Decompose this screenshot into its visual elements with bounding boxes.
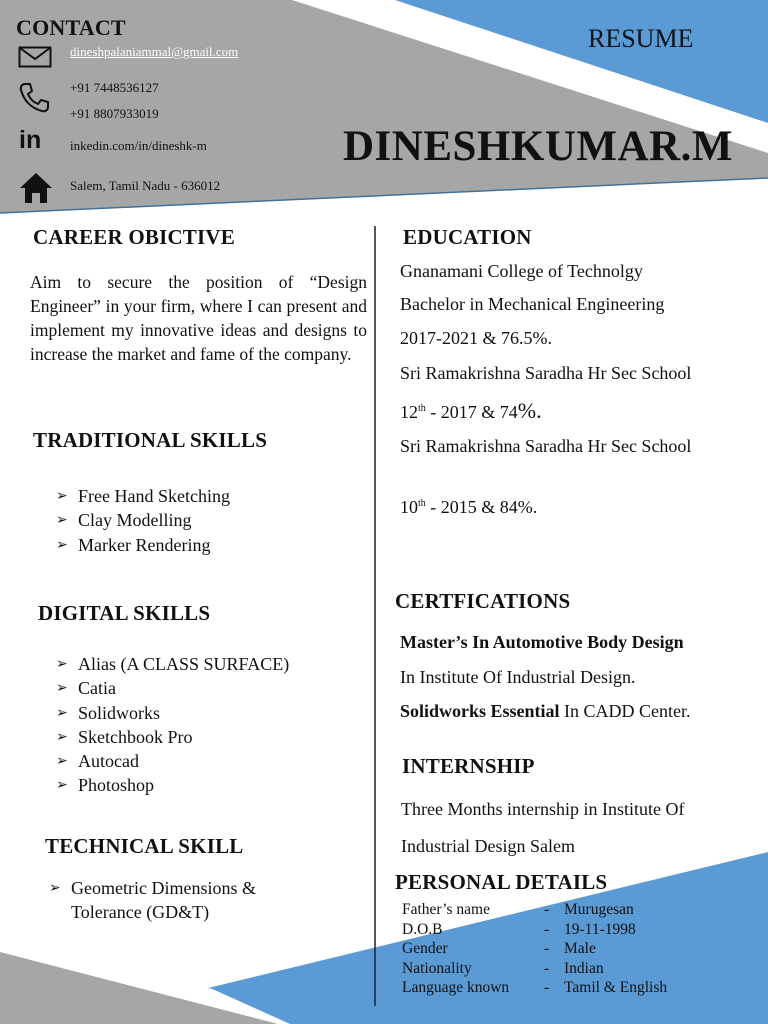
list-item: ➢ Free Hand Sketching [56,484,230,508]
table-row: Language known - Tamil & English [402,979,668,996]
personal-details-table [402,900,667,998]
personal-heading: PERSONAL DETAILS [395,870,608,894]
internship-heading: INTERNSHIP [402,754,535,778]
education-heading: EDUCATION [403,225,532,249]
list-item: ➢ Alias (A CLASS SURFACE) [56,652,289,676]
table-row: Gender - Male [402,940,596,957]
table-row: Father’s name - Murugesan [402,901,634,918]
contact-email[interactable]: dineshpalaniammal@gmail.com [70,44,239,59]
list-item: ➢ Clay Modelling [56,508,230,532]
edu-degree-years: 2017-2021 & 76.5%. [400,328,552,348]
list-item: ➢ Geometric Dimensions & Tolerance (GD&T) [49,876,289,925]
edu-school-2: Sri Ramakrishna Saradha Hr Sec School [400,436,692,456]
list-item: ➢ Catia [56,676,289,700]
home-icon [19,172,53,204]
contact-heading: CONTACT [16,15,126,40]
contact-phone-1[interactable]: +91 7448536127 [70,80,159,95]
internship-line-2: Industrial Design Salem [401,836,575,856]
edu-college: Gnanamani College of Technolgy [400,261,643,281]
phone-icon [18,82,50,114]
linkedin-icon: in [19,126,42,154]
career-text: Aim to secure the position of “Design Engineer” in your firm, where I can present and implement my innovative ideas and designs to increase the market and fame of the company. [30,272,367,364]
cert-2: Solidworks Essential In CADD Center. [400,701,691,721]
internship-line-1: Three Months internship in Institute Of [401,799,685,819]
list-item: ➢ Marker Rendering [56,533,230,557]
mail-icon [18,46,52,68]
digital-heading: DIGITAL SKILLS [38,601,211,625]
digital-list [56,652,289,798]
career-heading: CAREER OBICTIVE [33,225,235,249]
traditional-list [56,484,230,557]
list-item: ➢ Photoshop [56,773,289,797]
contact-phone-2[interactable]: +91 8807933019 [70,106,159,121]
edu-grade-12: 12th - 2017 & 74%. [400,398,542,423]
traditional-heading: TRADITIONAL SKILLS [33,428,268,452]
resume-label: RESUME [588,24,694,53]
contact-linkedin[interactable]: inkedin.com/in/dineshk-m [70,138,207,153]
edu-degree: Bachelor in Mechanical Engineering [400,294,665,314]
edu-grade-10: 10th - 2015 & 84%. [400,497,538,517]
certifications-heading: CERTFICATIONS [395,589,571,613]
list-item: ➢ Sketchbook Pro [56,725,289,749]
list-item: ➢ Solidworks [56,701,289,725]
list-item: ➢ Autocad [56,749,289,773]
cert-1-place: In Institute Of Industrial Design. [400,667,636,687]
contact-address: Salem, Tamil Nadu - 636012 [70,178,221,193]
edu-school-1: Sri Ramakrishna Saradha Hr Sec School [400,363,692,383]
technical-heading: TECHNICAL SKILL [45,834,244,858]
table-row: D.O.B - 19-11-1998 [402,920,636,938]
candidate-name: DINESHKUMAR.M [343,123,733,170]
cert-1-title: Master’s In Automotive Body Design [400,632,684,652]
technical-list [49,876,289,925]
table-row: Nationality - Indian [402,959,604,977]
